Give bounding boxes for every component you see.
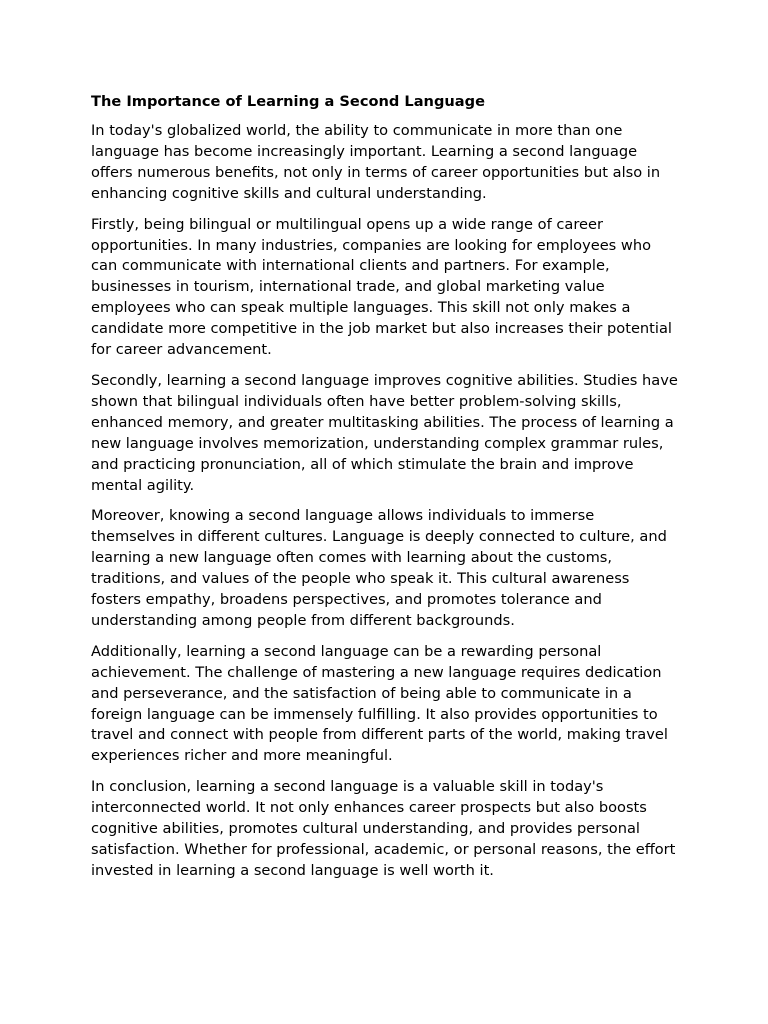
document-page <box>91 91 681 892</box>
paragraph-culture: Moreover, knowing a second language allows individuals to immerse themselves in different cultures. Language is deeply connected to culture, and learning a new language often comes with learning about the customs, traditions, and values of the people who speak it. This cultural awareness fosters empathy, broadens perspectives, and promotes tolerance and understanding among people from different backgrounds. <box>91 507 667 629</box>
paragraph-career: Firstly, being bilingual or multilingual opens up a wide range of career opportunities. In many industries, companies are looking for employees who can communicate with international clients and partners. For example, businesses in tourism, international trade, and global marketing value employees who can speak multiple languages. This skill not only makes a candidate more competitive in the job market but also increases their potential for career advancement. <box>91 215 672 359</box>
paragraph-cognitive: Secondly, learning a second language improves cognitive abilities. Studies have shown that bilingual individuals often have better problem-solving skills, enhanced memory, and greater multitasking abilities. The process of learning a new language involves memorization, understanding complex grammar rules, and practicing pronunciation, all of which stimulate the brain and improve mental agility. <box>91 371 678 494</box>
paragraph-introduction: In today's globalized world, the ability to communicate in more than one language has become increasingly important. Learning a second language offers numerous benefits, not only in terms of career opportunities but also in enhancing cognitive skills and cultural understanding. <box>91 122 661 202</box>
paragraph-achievement: Additionally, learning a second language can be a rewarding personal achievement. The challenge of mastering a new language requires dedication and perseverance, and the satisfaction of being able to communicate in a foreign language can be immensely fulfilling. It also provides opportunities to travel and connect with people from different parts of the world, making travel experiences richer and more meaningful. <box>91 642 668 765</box>
paragraph-conclusion: In conclusion, learning a second language is a valuable skill in today's interconnected world. It not only enhances career prospects but also boosts cognitive abilities, promotes cultural understanding, and provides personal satisfaction. Whether for professional, academic, or personal reasons, the effort invested in learning a second language is well worth it. <box>91 778 676 879</box>
document-title: The Importance of Learning a Second Language <box>91 93 485 110</box>
